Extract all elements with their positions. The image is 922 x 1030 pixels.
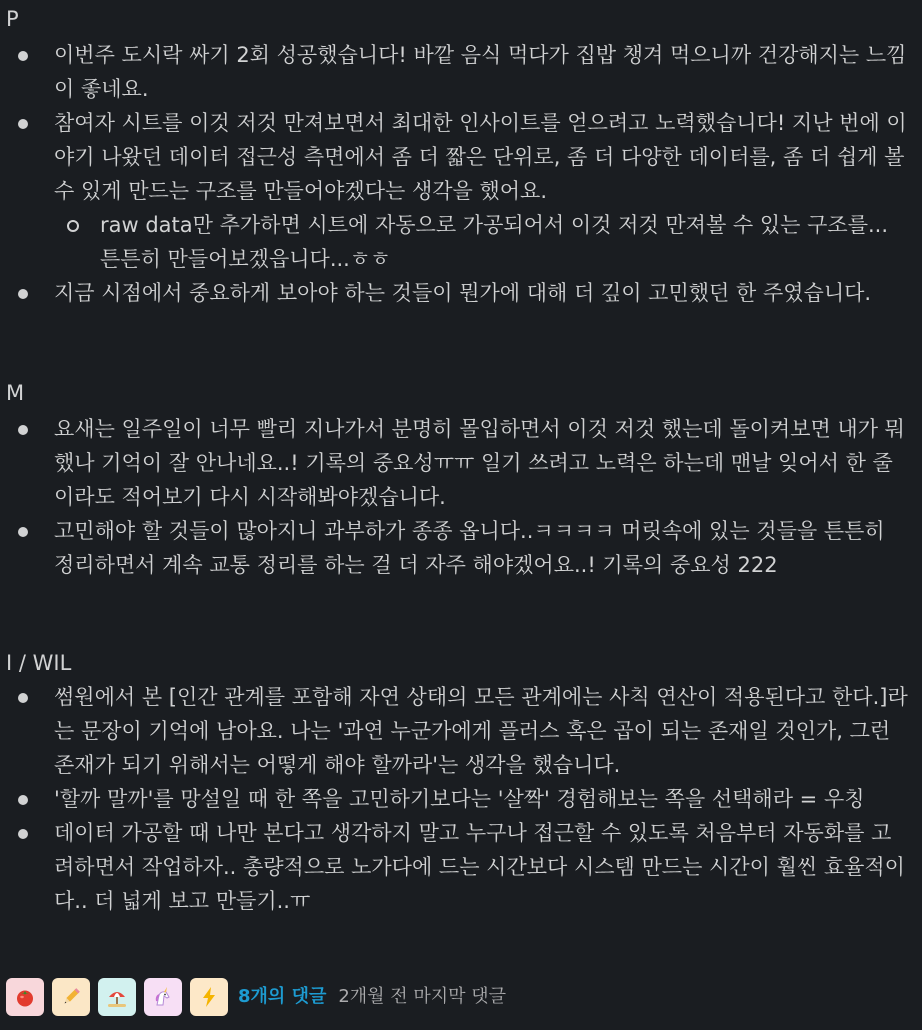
section-heading-p: P xyxy=(6,7,19,31)
list-item xyxy=(0,38,922,106)
bullet-icon xyxy=(18,289,28,299)
reply-count-link[interactable]: 8개의 댓글 xyxy=(238,986,327,1007)
list-item-text: 요새는 일주일이 너무 빨리 지나가서 분명히 몰입하면서 이것 저것 했는데 돌이켜보면 내가 뭐했나 기억이 잘 안나네요..! 기록의 중요성ㅠㅠ 일기 쓰려고 노력은 하는데 맨날 잊어서 한 줄이라도 적어보기 다시 시작해봐야겠습니다. xyxy=(54,417,905,509)
beach-umbrella-icon xyxy=(106,986,128,1008)
list-item xyxy=(0,514,922,582)
list-item xyxy=(0,816,922,918)
bullet-icon xyxy=(18,527,28,537)
sub-bullet-icon xyxy=(67,220,79,232)
lightning-icon xyxy=(198,986,220,1008)
pencil-icon xyxy=(60,986,82,1008)
section-i-wil-list xyxy=(0,680,922,918)
list-item-text: 지금 시점에서 중요하게 보아야 하는 것들이 뭔가에 대해 더 깊이 고민했던 한 주였습니다. xyxy=(54,281,872,305)
section-heading-i-wil: I / WIL xyxy=(6,651,72,675)
reaction-beach-umbrella-button[interactable] xyxy=(98,978,136,1016)
last-reply-time: 2개월 전 마지막 댓글 xyxy=(338,986,507,1007)
bullet-icon xyxy=(18,51,28,61)
tomato-icon xyxy=(14,986,36,1008)
bullet-icon xyxy=(18,425,28,435)
unicorn-icon xyxy=(152,986,174,1008)
list-item-text: 참여자 시트를 이것 저것 만져보면서 최대한 인사이트를 얻으려고 노력했습니다! 지난 번에 이야기 나왔던 데이터 접근성 측면에서 좀 더 짧은 단위로, 좀 더 다양한 데이터를, 좀 더 쉽게 볼 수 있게 만드는 구조를 만들어야겠다는 생각을 했어요. xyxy=(54,111,907,203)
bullet-icon xyxy=(18,693,28,703)
sub-list-item-text: raw data만 추가하면 시트에 자동으로 가공되어서 이것 저것 만져볼 수 있는 구조를...튼튼히 만들어보겠읍니다...ㅎㅎ xyxy=(100,213,889,271)
reaction-unicorn-button[interactable] xyxy=(144,978,182,1016)
list-item-text: 썸원에서 본 [인간 관계를 포함해 자연 상태의 모든 관계에는 사칙 연산이 적용된다고 한다.]라는 문장이 기억에 남아요. 나는 '과연 누군가에게 플러스 혹은 곱이 되는 존재일 것인가, 그런 존재가 되기 위해서는 어떻게 해야 할까라'는 생각을 했습니다. xyxy=(54,685,908,777)
reaction-pencil-button[interactable] xyxy=(52,978,90,1016)
section-m-list xyxy=(0,412,922,582)
list-item-text: 이번주 도시락 싸기 2회 성공했습니다! 바깥 음식 먹다가 집밥 챙겨 먹으니까 건강해지는 느낌이 좋네요. xyxy=(54,43,907,101)
list-item-text: 고민해야 할 것들이 많아지니 과부하가 종종 옵니다..ㅋㅋㅋㅋ 머릿속에 있는 것들을 튼튼히 정리하면서 계속 교통 정리를 하는 걸 더 자주 해야겠어요..! 기록의 중요성 222 xyxy=(54,519,885,577)
list-item xyxy=(0,276,922,310)
list-item xyxy=(0,680,922,782)
bullet-icon xyxy=(18,795,28,805)
message-footer xyxy=(6,976,506,1018)
list-item xyxy=(0,412,922,514)
list-item xyxy=(0,782,922,816)
sub-list-item xyxy=(54,208,908,276)
section-heading-m: M xyxy=(6,381,25,405)
sub-list xyxy=(54,208,908,276)
reaction-lightning-button[interactable] xyxy=(190,978,228,1016)
bullet-icon xyxy=(18,829,28,839)
list-item-text: 데이터 가공할 때 나만 본다고 생각하지 말고 누구나 접근할 수 있도록 처음부터 자동화를 고려하면서 작업하자.. 총량적으로 노가다에 드는 시간보다 시스템 만드는 시간이 훨씬 효율적이다.. 더 넓게 보고 만들기..ㅠ xyxy=(54,821,905,913)
list-item-text: '할까 말까'를 망설일 때 한 쪽을 고민하기보다는 '살짝' 경험해보는 쪽을 선택해라 = 우칭 xyxy=(54,787,865,811)
section-p-list xyxy=(0,38,922,310)
list-item xyxy=(0,106,922,276)
bullet-icon xyxy=(18,119,28,129)
reaction-tomato-button[interactable] xyxy=(6,978,44,1016)
